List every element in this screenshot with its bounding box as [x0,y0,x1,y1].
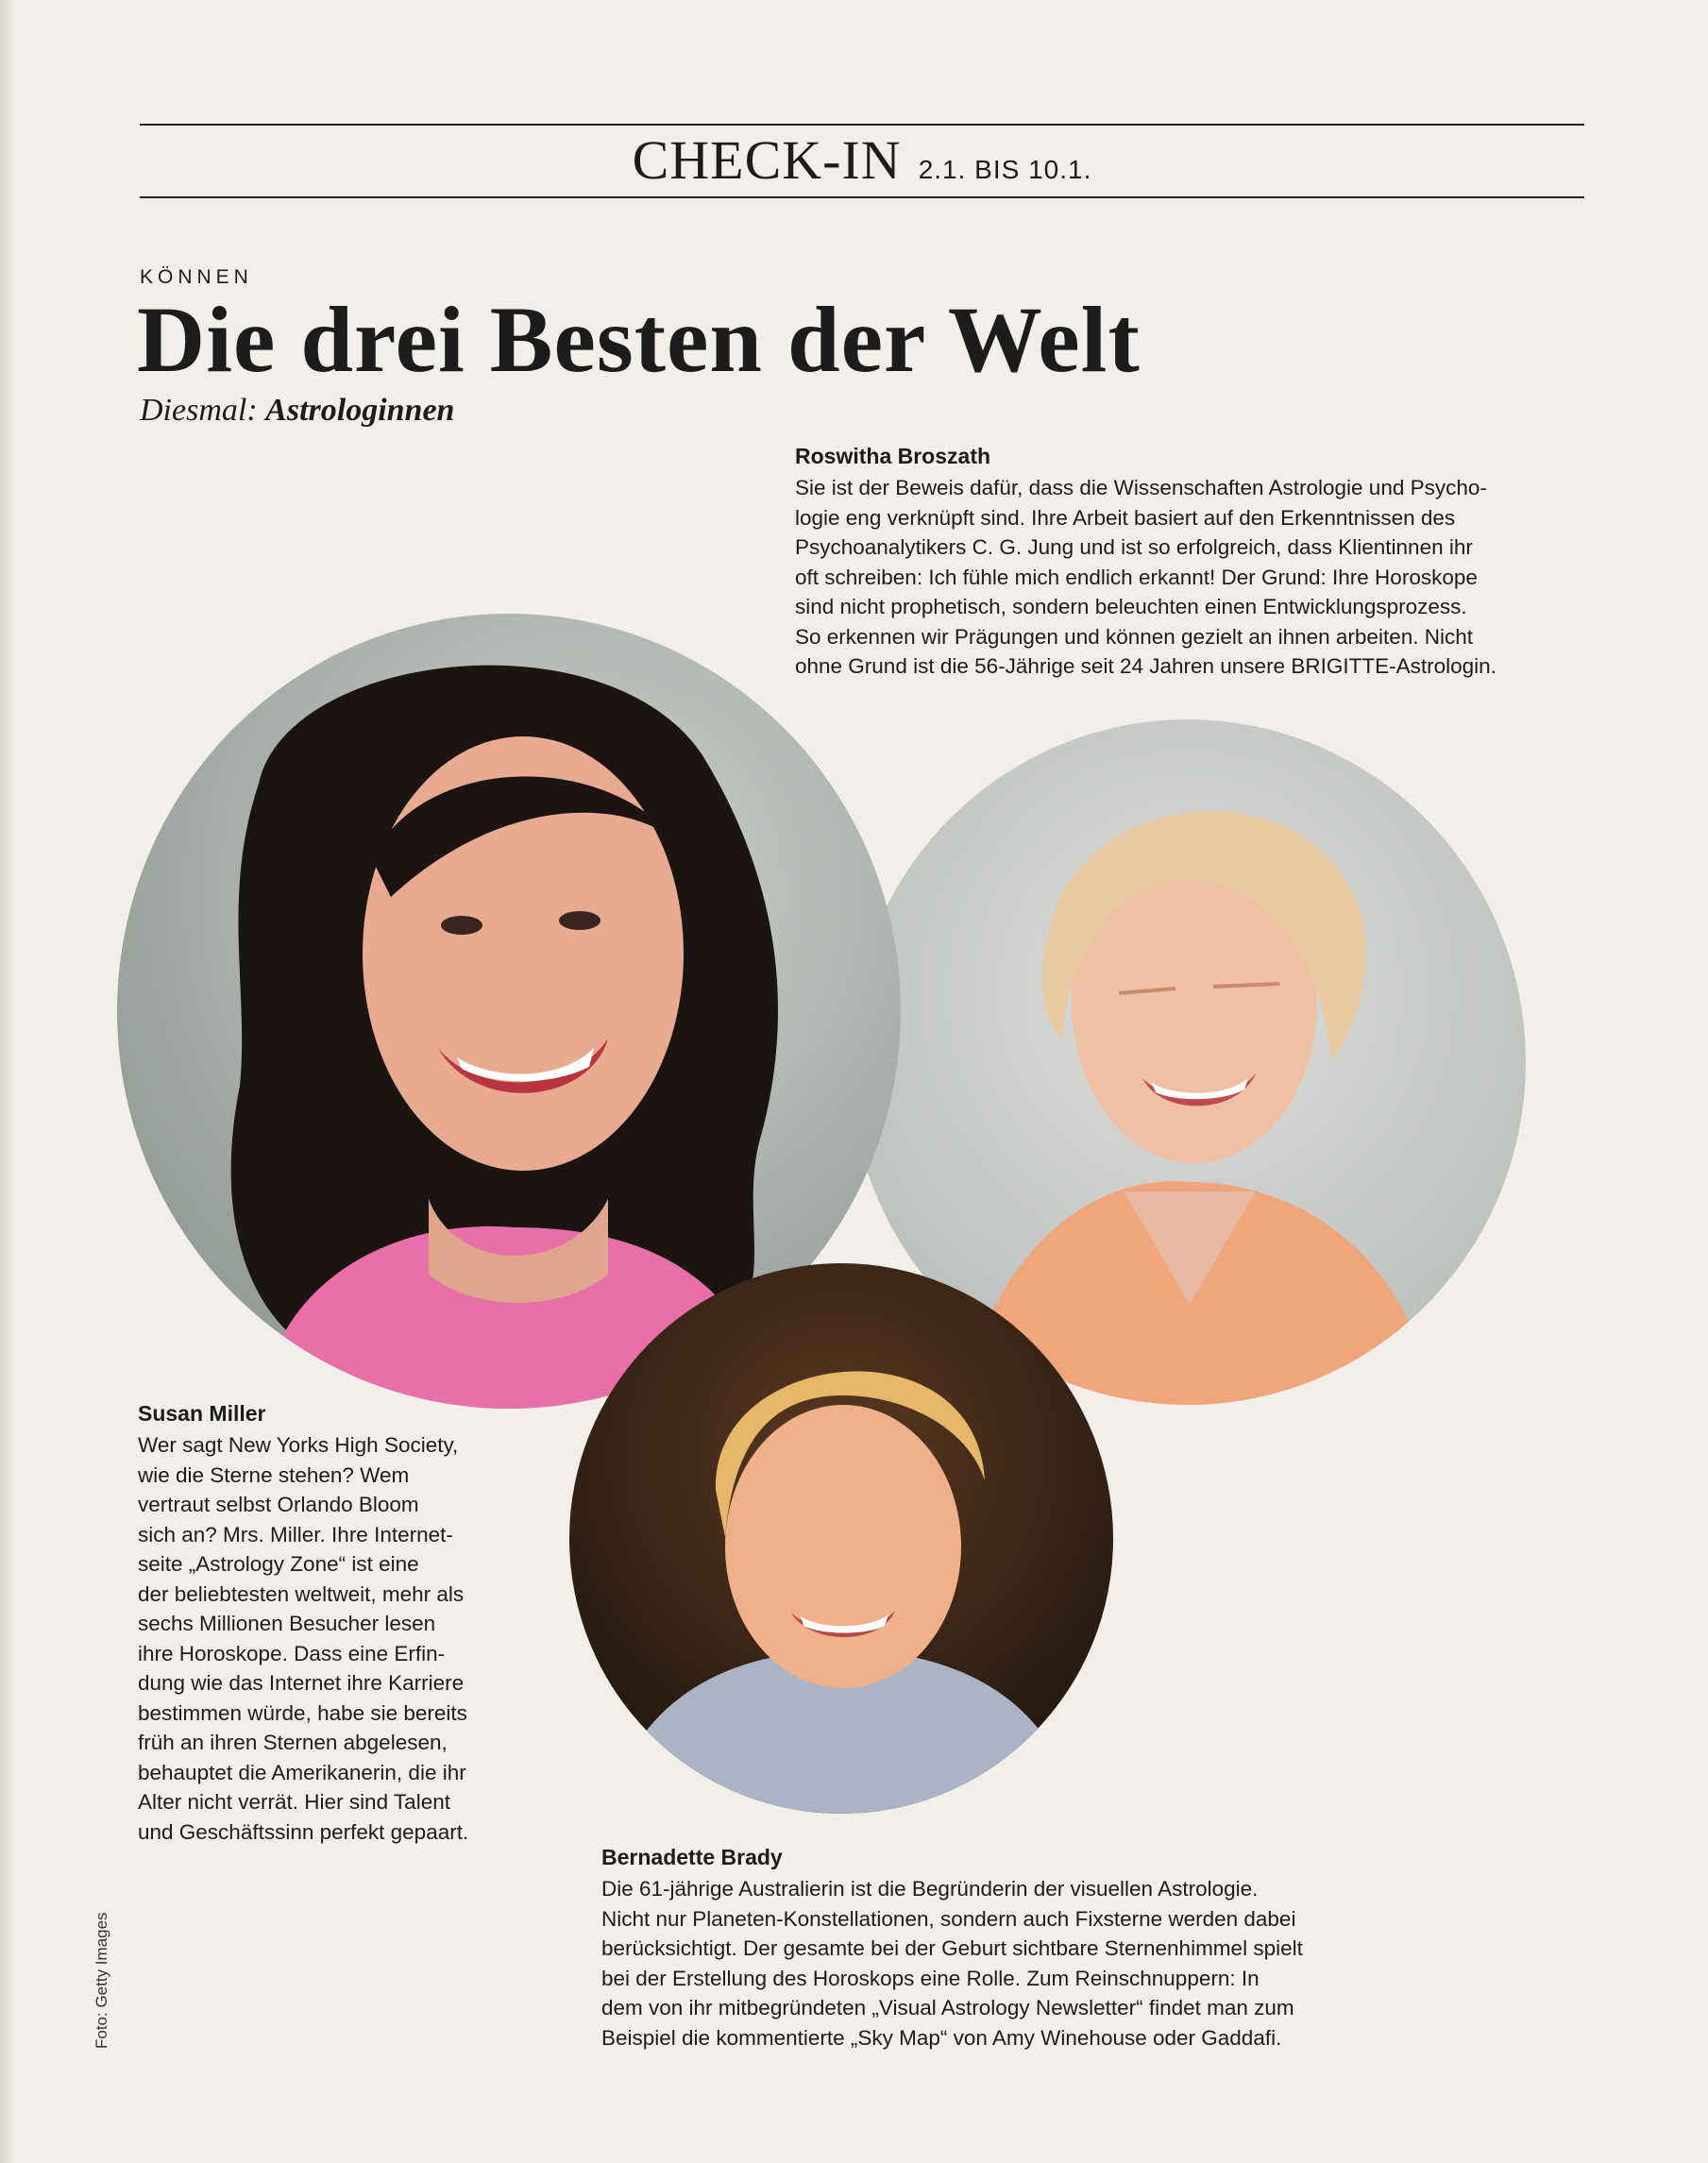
page-edge-shadow [0,0,15,2163]
article-subtitle [140,393,454,429]
bio-line: Psychoanalytikers C. G. Jung und ist so erfolgreich, dass Klientinnen ihr [795,535,1473,559]
bio-line: vertraut selbst Orlando Bloom [138,1493,419,1516]
bio-name: Susan Miller [138,1401,266,1426]
section-dates: 2.1. BIS 10.1. [918,155,1092,184]
bio-text [601,1874,1451,2053]
section-header [140,127,1584,194]
bio-line: Alter nicht verrät. Hier sind Talent [138,1790,450,1814]
bio-line: früh an ihren Sternen abgelesen, [138,1731,448,1754]
bio-line: behauptet die Amerikanerin, die ihr [138,1760,466,1784]
bio-line: oft schreiben: Ich fühle mich endlich erkannt! Der Grund: Ihre Horoskope [795,565,1478,589]
bio-line: bestimmen würde, habe sie bereits [138,1700,467,1725]
subtitle-prefix: Diesmal: [140,393,258,428]
section-title: CHECK-IN [632,129,902,191]
bio-line: wie die Sterne stehen? Wem [138,1462,410,1487]
bio-line: ohne Grund ist die 56-Jährige seit 24 Jahren unsere BRIGITTE-Astrologin. [795,654,1497,678]
article-kicker: KÖNNEN [140,266,253,288]
header-rule-bottom [140,196,1584,198]
bio-roswitha-broszath [795,444,1579,682]
bio-line: seite „Astrology Zone“ ist eine [138,1552,419,1576]
bio-name: Roswitha Broszath [795,444,991,468]
bio-line: Wer sagt New Yorks High Society, [138,1433,459,1457]
bio-line: dung wie das Internet ihre Karriere [138,1671,465,1695]
photo-credit: Foto: Getty Images [93,1912,110,2049]
bio-line: bei der Erstellung des Horoskops eine Rolle. Zum Reinschnuppern: In [601,1966,1260,1990]
bio-line: So erkennen wir Prägungen und können gezielt an ihnen arbeiten. Nicht [795,624,1473,649]
photo-bernadette-brady [569,1263,1113,1814]
bio-line: der beliebtesten weltweit, mehr als [138,1581,465,1606]
bio-line: Die 61-jährige Australierin ist die Begründerin der visuellen Astrologie. [601,1877,1259,1901]
header-rule-top [140,124,1584,126]
bio-line: sechs Millionen Besucher lesen [138,1612,436,1635]
article-headline: Die drei Besten der Welt [137,287,1141,392]
bio-line: Sie ist der Beweis dafür, dass die Wissenschaften Astrologie und Psycho- [795,476,1487,499]
bio-name: Bernadette Brady [601,1845,783,1869]
bio-line: und Geschäftssinn perfekt gepaart. [138,1819,469,1844]
bio-line: Nicht nur Planeten-Konstellationen, sondern auch Fixsterne werden dabei [601,1906,1296,1931]
bio-line: sind nicht prophetisch, sondern beleuchten einen Entwicklungsprozess. [795,595,1467,618]
subtitle-topic: Astrologinnen [265,393,455,428]
bio-bernadette-brady [601,1845,1451,2053]
bio-susan-miller [138,1401,516,1847]
bio-text [138,1430,516,1847]
bio-text [795,473,1579,682]
bio-line: ihre Horoskope. Dass eine Erfin- [138,1641,446,1665]
bio-line: berücksichtigt. Der gesamte bei der Geburt sichtbare Sternenhimmel spielt [601,1936,1303,1960]
bio-line: sich an? Mrs. Miller. Ihre Internet- [138,1522,453,1546]
bio-line: logie eng verknüpft sind. Ihre Arbeit basiert auf den Erkenntnissen des [795,505,1456,530]
bio-line: dem von ihr mitbegründeten „Visual Astrology Newsletter“ findet man zum [601,1996,1294,2019]
bio-line: Beispiel die kommentierte „Sky Map“ von Amy Winehouse oder Gaddafi. [601,2025,1282,2050]
